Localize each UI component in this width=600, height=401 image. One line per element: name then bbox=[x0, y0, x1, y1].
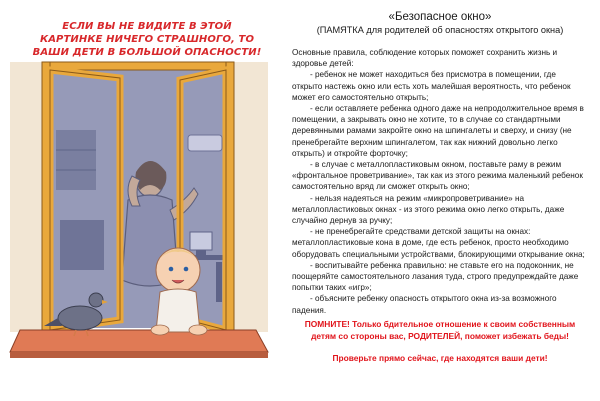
warning-line-1: ЕСЛИ ВЫ НЕ ВИДИТЕ В ЭТОЙ bbox=[62, 21, 232, 32]
memo-title: «Безопасное окно» bbox=[388, 11, 492, 23]
memo-rule: - если оставляете ребенка одного даже на непродолжительное время в помещении, а закрывать окно не хотите, то в случае со стандартными деревянными рамами закройте окно на шпингалеты и сверху, и снизу (не пренебрегайте верхним шпингалетом, так как нижний довольно легко открыть) и откройте форточку; bbox=[292, 104, 584, 158]
window-illustration bbox=[0, 0, 280, 401]
memo-panel bbox=[292, 10, 588, 364]
memo-rule: - воспитывайте ребенка правильно: не ставьте его на подоконник, не поощеряйте самостоятельного лазания туда, строго предупреждайте даже попытки таких «игр»; bbox=[292, 260, 579, 293]
warning-caption bbox=[22, 20, 272, 59]
memo-rule: - ребенок не может находиться без присмотра в помещении, где открыто настежь окно или есть хоть малейшая вероятность, что ребенок может его самостоятельно открыть; bbox=[292, 70, 571, 102]
memo-rule: - не пренебрегайте средствами детской защиты на окнах: металлопластиковые кона в доме, где есть ребенок, просто необходимо оборудовать специальными устройствами, блокирующими открывание окна; bbox=[292, 227, 585, 259]
memo-alert: ПОМНИТЕ! Только бдительное отношение к своим собственным детям со стороны вас, РОДИТЕЛЕЙ, поможет избежать беды! bbox=[304, 318, 576, 341]
memo-intro: Основные правила, соблюдение которых поможет сохранить жизнь и здоровье детей: bbox=[292, 48, 558, 69]
memo-subtitle: (ПАМЯТКА для родителей об опасностях открытого окна) bbox=[316, 25, 564, 35]
memo-rule: - объясните ребенку опасность открытого окна из-за возможного падения. bbox=[292, 294, 557, 315]
memo-rule: - нельзя надеяться на режим «микропроветривание» на металлопластиковых окнах - из этого режима окно легко открыть, даже случайно дернув за ручку; bbox=[292, 193, 565, 226]
warning-line-3: ВАШИ ДЕТИ В БОЛЬШОЙ ОПАСНОСТИ! bbox=[32, 47, 262, 58]
windowsill bbox=[10, 330, 268, 352]
memo-call-to-action: Проверьте прямо сейчас, где находятся ваши дети! bbox=[332, 352, 548, 363]
memo-rule: - в случае с металлопластиковым окном, поставьте раму в режим «фронтальное проветривание», так как из этого режима маленький ребенок самостоятельно вряд ли сможет открыть окно; bbox=[292, 160, 583, 192]
warning-line-2: КАРТИНКЕ НИЧЕГО СТРАШНОГО, ТО bbox=[39, 34, 255, 45]
